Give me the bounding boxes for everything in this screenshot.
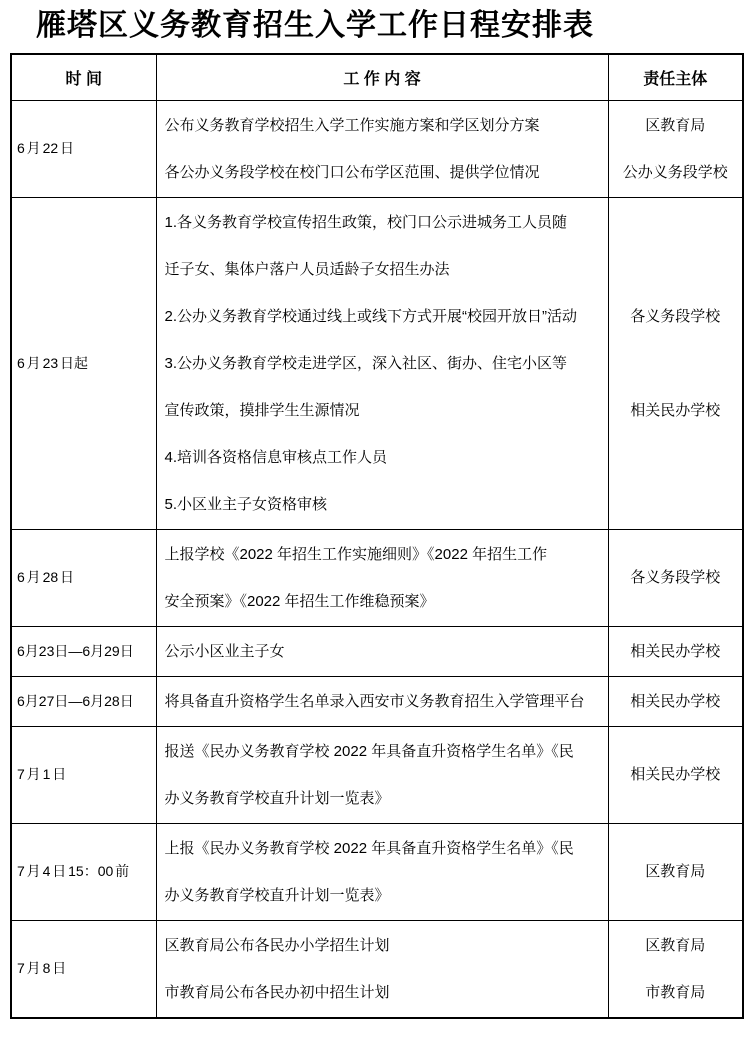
time-cell xyxy=(11,823,156,920)
responsible-cell xyxy=(608,100,743,197)
header-content: 工 作 内 容 xyxy=(156,54,608,100)
time-line: 6 月 22 日 xyxy=(17,140,75,156)
schedule-table-body xyxy=(11,100,743,1018)
table-row xyxy=(11,676,743,726)
responsible-line: 区教育局 xyxy=(645,863,706,880)
content-line: 上报《民办义务教育学校 2022 年具备直升资格学生名单》《民 xyxy=(164,839,574,857)
responsible-line xyxy=(612,340,740,387)
time-line: 7 月 8 日 xyxy=(17,960,67,976)
time-cell xyxy=(11,197,156,529)
content-line: 区教育局公布各民办小学招生计划 xyxy=(164,936,390,954)
header-responsible: 责任主体 xyxy=(608,54,743,100)
responsible-line: 市教育局 xyxy=(645,983,706,1001)
responsible-line: 区教育局 xyxy=(645,936,706,954)
content-line: 5.小区业主子女资格审核 xyxy=(164,495,328,513)
time-line: 7 月 1 日 xyxy=(17,766,67,782)
responsible-cell xyxy=(608,823,743,920)
content-cell xyxy=(156,197,608,529)
content-line: 迁子女、集体户落户人员适龄子女招生办法 xyxy=(164,260,450,278)
header-row xyxy=(11,54,743,100)
content-cell xyxy=(156,676,608,726)
table-row xyxy=(11,626,743,676)
content-cell xyxy=(156,920,608,1018)
header-time: 时 间 xyxy=(11,54,156,100)
content-line: 公示小区业主子女 xyxy=(164,642,285,660)
content-line: 将具备直升资格学生名单录入西安市义务教育招生入学管理平台 xyxy=(164,692,585,710)
responsible-line: 相关民办学校 xyxy=(630,642,721,660)
time-cell xyxy=(11,529,156,626)
responsible-cell xyxy=(608,529,743,626)
content-cell xyxy=(156,726,608,823)
time-line: 7 月 4 日 15：00 前 xyxy=(17,863,130,879)
content-line: 报送《民办义务教育学校 2022 年具备直升资格学生名单》《民 xyxy=(164,742,574,760)
content-line: 市教育局公布各民办初中招生计划 xyxy=(164,983,390,1001)
time-line: 6 月 23 日起 xyxy=(17,354,89,371)
responsible-line: 公办义务段学校 xyxy=(622,163,728,181)
responsible-line: 各义务段学校 xyxy=(630,307,721,325)
content-line: 安全预案》《2022 年招生工作维稳预案》 xyxy=(164,592,435,610)
content-cell xyxy=(156,626,608,676)
time-cell xyxy=(11,726,156,823)
content-line: 2.公办义务教育学校通过线上或线下方式开展“校园开放日”活动 xyxy=(164,307,578,325)
table-row xyxy=(11,100,743,197)
content-line: 1.各义务教育学校宣传招生政策，校门口公示进城务工人员随 xyxy=(164,213,568,231)
content-line: 办义务教育学校直升计划一览表》 xyxy=(164,789,390,807)
table-row xyxy=(11,197,743,529)
responsible-line: 相关民办学校 xyxy=(630,766,721,783)
responsible-cell xyxy=(608,920,743,1018)
time-line: 6月23日—6月29日 xyxy=(17,642,134,659)
table-row xyxy=(11,823,743,920)
content-cell xyxy=(156,823,608,920)
responsible-line: 相关民办学校 xyxy=(630,401,721,419)
table-row xyxy=(11,920,743,1018)
time-line: 6月27日—6月28日 xyxy=(17,692,134,709)
table-header xyxy=(11,54,743,100)
content-line: 各公办义务段学校在校门口公布学区范围、提供学位情况 xyxy=(164,163,540,181)
time-cell xyxy=(11,100,156,197)
responsible-cell xyxy=(608,726,743,823)
responsible-cell xyxy=(608,197,743,529)
schedule-table xyxy=(10,53,744,1019)
page-title: 雁塔区义务教育招生入学工作日程安排表 xyxy=(36,9,594,42)
table-row xyxy=(11,529,743,626)
content-line: 3.公办义务教育学校走进学区，深入社区、街办、住宅小区等 xyxy=(164,354,568,372)
content-cell xyxy=(156,529,608,626)
time-line: 6 月 28 日 xyxy=(17,569,75,585)
responsible-line: 区教育局 xyxy=(645,116,706,134)
content-cell xyxy=(156,100,608,197)
responsible-line: 各义务段学校 xyxy=(630,569,721,586)
responsible-cell xyxy=(608,626,743,676)
responsible-line: 相关民办学校 xyxy=(630,692,721,710)
time-cell xyxy=(11,676,156,726)
time-cell xyxy=(11,920,156,1018)
responsible-cell xyxy=(608,676,743,726)
content-line: 4.培训各资格信息审核点工作人员 xyxy=(164,448,388,466)
table-row xyxy=(11,726,743,823)
content-line: 公布义务教育学校招生入学工作实施方案和学区划分方案 xyxy=(164,116,540,134)
time-cell xyxy=(11,626,156,676)
content-line: 宣传政策，摸排学生生源情况 xyxy=(164,401,360,419)
content-line: 上报学校《2022 年招生工作实施细则》《2022 年招生工作 xyxy=(164,545,548,563)
content-line: 办义务教育学校直升计划一览表》 xyxy=(164,886,390,904)
